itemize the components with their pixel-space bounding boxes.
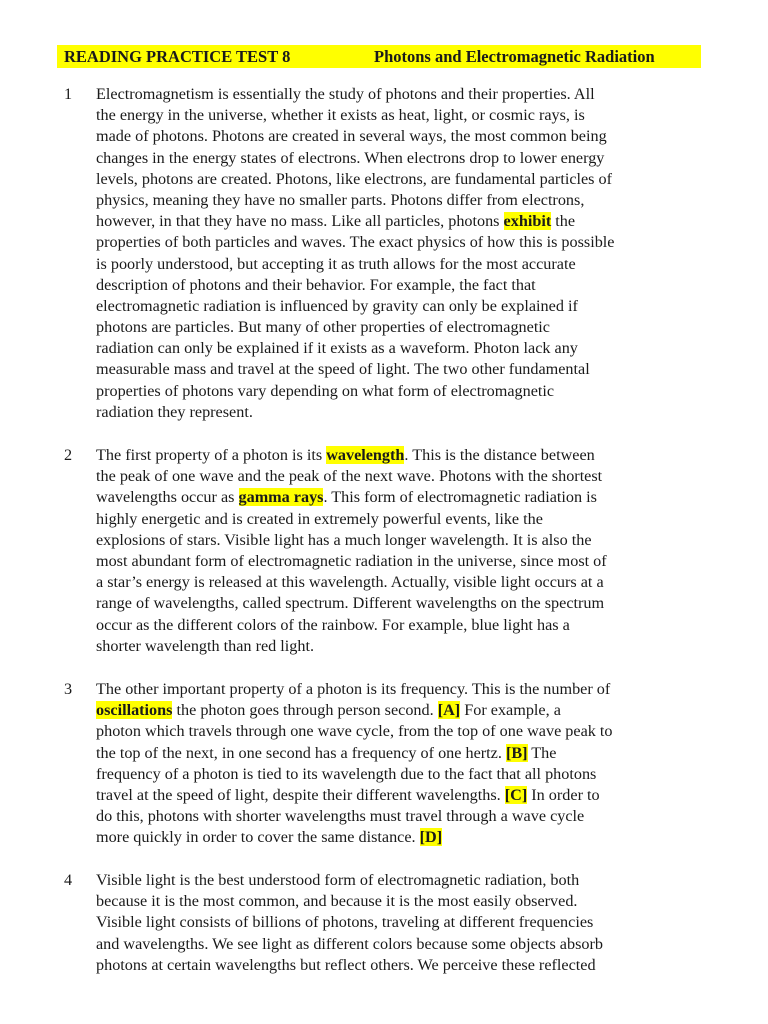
text-line [96, 254, 696, 275]
highlighted-term: gamma rays [238, 488, 324, 507]
text-segment: radiation they represent. [96, 402, 253, 421]
text-line [96, 402, 696, 423]
text-segment: explosions of stars. Visible light has a much longer wavelength. It is also the [96, 530, 592, 549]
text-segment: most abundant form of electromagnetic radiation in the universe, since most of [96, 551, 607, 570]
text-segment: travel at the speed of light, despite their different wavelengths. [96, 785, 505, 804]
text-segment: levels, photons are created. Photons, like electrons, are fundamental particles of [96, 169, 613, 188]
text-segment: the peak of one wave and the peak of the next wave. Photons with the shortest [96, 467, 603, 486]
highlighted-term: exhibit [503, 212, 552, 231]
text-line [96, 509, 696, 530]
text-segment: Electromagnetism is essentially the study of photons and their properties. All [96, 85, 595, 103]
text-segment: measurable mass and travel at the speed of light. The two other fundamental [96, 360, 590, 379]
highlighted-term: [D] [419, 828, 443, 847]
text-line [96, 105, 696, 126]
highlighted-term: [C] [504, 785, 528, 804]
text-segment: properties of photons vary depending on what form of electromagnetic [96, 381, 555, 400]
text-line [96, 912, 696, 933]
text-line [96, 593, 696, 614]
text-line [96, 955, 696, 976]
text-segment: the energy in the universe, whether it exists as heat, light, or cosmic rays, is [96, 106, 585, 125]
text-segment: Visible light consists of billions of photons, traveling at different frequencies [96, 913, 594, 932]
text-segment: more quickly in order to cover the same distance. [96, 828, 420, 847]
text-line [96, 296, 696, 317]
text-segment: . This is the distance between [404, 446, 595, 464]
text-line [96, 700, 696, 721]
text-line [96, 359, 696, 380]
highlighted-term: wavelength [326, 446, 405, 464]
text-segment: Visible light is the best understood form of electromagnetic radiation, both [96, 871, 580, 889]
paragraph-number: 3 [64, 680, 73, 698]
text-segment: because it is the most common, and because it is the most easily observed. [96, 892, 578, 911]
text-line [96, 148, 696, 169]
text-segment: For example, a [460, 701, 561, 720]
text-segment: changes in the energy states of electrons. When electrons drop to lower energy [96, 148, 605, 167]
paragraph-text [96, 84, 696, 423]
highlighted-term: [B] [505, 743, 528, 762]
text-segment: description of photons and their behavior. For example, the fact that [96, 275, 536, 294]
text-line [96, 126, 696, 147]
text-segment: the top of the next, in one second has a frequency of one hertz. [96, 743, 506, 762]
text-line [96, 636, 696, 657]
text-segment: made of photons. Photons are created in several ways, the most common being [96, 127, 607, 146]
text-line [96, 232, 696, 253]
text-line [96, 381, 696, 402]
text-line [96, 934, 696, 955]
text-segment: photons at certain wavelengths but reflect others. We perceive these reflected [96, 955, 596, 974]
test-title: READING PRACTICE TEST 8 [64, 47, 291, 66]
text-segment: The first property of a photon is its [96, 446, 327, 464]
text-segment: range of wavelengths, called spectrum. Different wavelengths on the spectrum [96, 594, 605, 613]
text-line [96, 721, 696, 742]
text-line [96, 891, 696, 912]
text-segment: highly energetic and is created in extremely powerful events, like the [96, 509, 543, 528]
highlighted-term: oscillations [96, 701, 173, 720]
text-segment: occur as the different colors of the rainbow. For example, blue light has a [96, 615, 570, 634]
text-line [96, 445, 696, 466]
text-segment: The [527, 743, 557, 762]
text-line [96, 806, 696, 827]
paragraph-text [96, 870, 696, 976]
text-line [96, 317, 696, 338]
text-line [96, 84, 696, 105]
text-line [96, 530, 696, 551]
text-segment: properties of both particles and waves. The exact physics of how this is possible [96, 233, 615, 252]
text-segment: physics, meaning they have no smaller parts. Photons differ from electrons, [96, 190, 585, 209]
text-segment: radiation can only be explained if it exists as a waveform. Photon lack any [96, 339, 578, 358]
text-segment: and wavelengths. We see light as different colors because some objects absorb [96, 934, 603, 953]
text-line [96, 785, 696, 806]
text-line [96, 679, 696, 700]
text-line [96, 764, 696, 785]
text-line [96, 338, 696, 359]
text-line [96, 169, 696, 190]
text-segment: . This form of electromagnetic radiation is [323, 488, 597, 507]
text-segment: The other important property of a photon is its frequency. This is the number of [96, 680, 611, 698]
text-line [96, 827, 696, 848]
paragraph-text [96, 679, 696, 849]
text-segment: is poorly understood, but accepting it as truth allows for the most accurate [96, 254, 576, 273]
text-line [96, 190, 696, 211]
paragraph-number: 1 [64, 85, 73, 103]
text-line [96, 572, 696, 593]
text-segment: wavelengths occur as [96, 488, 239, 507]
text-line [96, 743, 696, 764]
text-line [96, 275, 696, 296]
passage-title: Photons and Electromagnetic Radiation [374, 47, 655, 66]
text-line [96, 870, 696, 891]
paragraph-number: 2 [64, 446, 73, 464]
text-line [96, 211, 696, 232]
text-segment: frequency of a photon is tied to its wavelength due to the fact that all photons [96, 764, 597, 783]
paragraph-text [96, 445, 696, 657]
text-segment: a star’s energy is released at this wavelength. Actually, visible light occurs at a [96, 573, 604, 592]
text-segment: photons are particles. But many of other properties of electromagnetic [96, 318, 550, 337]
text-segment: electromagnetic radiation is influenced by gravity can only be explained if [96, 296, 578, 315]
text-segment: however, in that they have no mass. Like all particles, photons [96, 212, 504, 231]
text-segment: the photon goes through person second. [172, 701, 438, 720]
text-line [96, 615, 696, 636]
text-segment: In order to [527, 785, 600, 804]
text-line [96, 466, 696, 487]
text-segment: the [551, 212, 576, 231]
text-segment: photon which travels through one wave cycle, from the top of one wave peak to [96, 722, 613, 741]
text-segment: shorter wavelength than red light. [96, 636, 315, 655]
highlighted-term: [A] [437, 701, 461, 720]
text-line [96, 487, 696, 508]
text-line [96, 551, 696, 572]
paragraph-number: 4 [64, 871, 73, 889]
text-segment: do this, photons with shorter wavelengths must travel through a wave cycle [96, 807, 585, 826]
